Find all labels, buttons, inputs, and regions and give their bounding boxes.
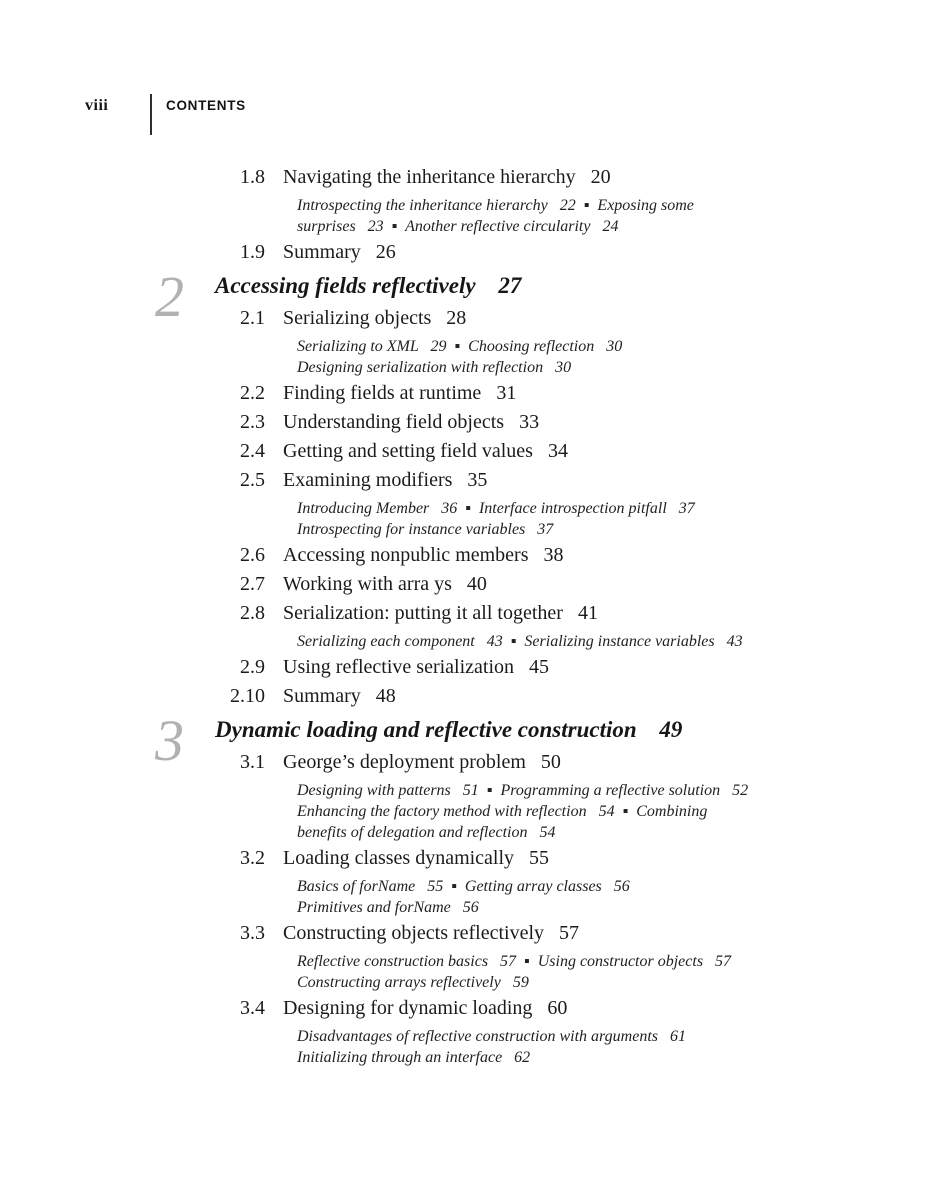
chapter-title: Dynamic loading and reflective construction: [215, 717, 637, 742]
section-title: Summary: [283, 241, 361, 263]
section-page-number: 26: [375, 241, 396, 263]
section-page-number: 31: [496, 382, 517, 404]
section-page-number: 35: [467, 469, 488, 491]
subsection-line: Enhancing the factory method with reflection 54 ▪ Combining: [297, 803, 708, 820]
section-number: 2.3: [240, 411, 265, 433]
subsection-line: Introspecting for instance variables 37: [297, 521, 554, 538]
section-number: 3.4: [240, 997, 265, 1019]
page-folio: viii: [85, 97, 109, 114]
toc-section-entry: [185, 544, 845, 566]
running-header-title: CONTENTS: [166, 98, 246, 113]
toc-section-entry: [185, 166, 845, 237]
section-row: [185, 411, 845, 433]
section-row: [185, 544, 845, 566]
section-number: 2.6: [240, 544, 265, 566]
section-number: 3.1: [240, 751, 265, 773]
toc: [155, 166, 845, 1072]
section-number: 2.7: [240, 573, 265, 595]
section-page-number: 28: [446, 307, 467, 329]
toc-section-entry: [185, 922, 845, 993]
section-row: [185, 573, 845, 595]
section-number: 3.2: [240, 847, 265, 869]
subsection-line: Initializing through an interface 62: [297, 1049, 531, 1066]
section-row: [185, 922, 845, 944]
subsection-line: Reflective construction basics 57 ▪ Using constructor objects 57: [297, 953, 732, 970]
section-number: 2.1: [240, 307, 265, 329]
section-page-number: 45: [529, 656, 550, 678]
toc-section-entry: [185, 847, 845, 918]
chapter-numeral: 3: [155, 708, 184, 773]
section-title: Understanding field objects: [283, 411, 505, 433]
toc-section-entry: [185, 469, 845, 540]
section-title: Summary: [283, 685, 361, 707]
subsection-line: Serializing to XML 29 ▪ Choosing reflection 30: [297, 338, 623, 355]
section-title: Finding fields at runtime: [283, 382, 482, 404]
section-row: [185, 382, 845, 404]
section-title: Accessing nonpublic members: [283, 544, 529, 566]
section-number: 3.3: [240, 922, 265, 944]
section-title: Navigating the inheritance hierarchy: [283, 166, 576, 188]
section-page-number: 20: [590, 166, 611, 188]
section-page-number: 60: [547, 997, 568, 1019]
section-page-number: 55: [529, 847, 550, 869]
toc-section-entry: [185, 685, 845, 707]
section-title: Working with arra ys: [283, 573, 452, 595]
section-number: 2.2: [240, 382, 265, 404]
section-number: 2.10: [230, 685, 265, 707]
subsection-line: Disadvantages of reflective construction with arguments 61: [297, 1028, 686, 1045]
subsection-block: [297, 876, 845, 918]
subsection-line: Designing with patterns 51 ▪ Programming a reflective solution 52: [297, 782, 749, 799]
subsection-block: [297, 498, 845, 540]
toc-section-entry: [185, 997, 845, 1068]
section-page-number: 33: [519, 411, 540, 433]
header-divider-rule: [150, 94, 152, 135]
subsection-block: [297, 336, 845, 378]
chapter-page-number: 27: [498, 273, 522, 298]
section-row: [185, 307, 845, 329]
subsection-block: [297, 780, 845, 843]
section-title: Designing for dynamic loading: [283, 997, 533, 1019]
subsection-block: [297, 195, 845, 237]
section-page-number: 38: [543, 544, 564, 566]
section-row: [185, 602, 845, 624]
subsection-line: benefits of delegation and reflection 54: [297, 824, 556, 841]
section-title: George’s deployment problem: [283, 751, 526, 773]
section-title: Serialization: putting it all together: [283, 602, 563, 624]
chapter-numeral: 2: [155, 264, 184, 329]
section-title: Using reflective serialization: [283, 656, 515, 678]
chapter-page-number: 49: [659, 717, 683, 742]
section-row: [185, 685, 845, 707]
section-number: 1.8: [240, 166, 265, 188]
subsection-line: Constructing arrays reflectively 59: [297, 974, 529, 991]
section-page-number: 34: [547, 440, 568, 462]
chapter-title: Accessing fields reflectively: [215, 273, 476, 298]
section-row: [185, 656, 845, 678]
toc-section-entry: [185, 241, 845, 263]
toc-section-entry: [185, 382, 845, 404]
section-row: [185, 997, 845, 1019]
toc-section-entry: [185, 602, 845, 652]
section-page-number: 48: [375, 685, 396, 707]
section-page-number: 40: [466, 573, 487, 595]
section-row: [185, 241, 845, 263]
toc-section-entry: [185, 656, 845, 678]
section-row: [185, 440, 845, 462]
toc-section-entry: [185, 411, 845, 433]
subsection-line: Primitives and forName 56: [297, 899, 479, 916]
section-number: 2.4: [240, 440, 265, 462]
section-row: [185, 847, 845, 869]
section-page-number: 41: [577, 602, 598, 624]
section-number: 2.8: [240, 602, 265, 624]
toc-section-entry: [185, 573, 845, 595]
subsection-line: surprises 23 ▪ Another reflective circularity 24: [297, 218, 619, 235]
section-title: Loading classes dynamically: [283, 847, 515, 869]
subsection-line: Introducing Member 36 ▪ Interface introspection pitfall 37: [297, 500, 695, 517]
section-title: Getting and setting field values: [283, 440, 533, 462]
toc-section-entry: [185, 440, 845, 462]
subsection-line: Serializing each component 43 ▪ Serializing instance variables 43: [297, 633, 743, 650]
toc-section-entry: [185, 307, 845, 378]
toc-section-entry: [185, 751, 845, 843]
section-number: 2.5: [240, 469, 265, 491]
section-page-number: 57: [559, 922, 580, 944]
section-number: 1.9: [240, 241, 265, 263]
subsection-line: Basics of forName 55 ▪ Getting array classes 56: [297, 878, 630, 895]
section-row: [185, 166, 845, 188]
section-number: 2.9: [240, 656, 265, 678]
section-title: Examining modifiers: [283, 469, 453, 491]
section-title: Serializing objects: [283, 307, 432, 329]
section-title: Constructing objects reflectively: [283, 922, 545, 944]
subsection-block: [297, 631, 845, 652]
subsection-block: [297, 951, 845, 993]
section-row: [185, 469, 845, 491]
section-page-number: 50: [540, 751, 561, 773]
subsection-line: Introspecting the inheritance hierarchy 22 ▪ Exposing some: [297, 197, 694, 214]
section-row: [185, 751, 845, 773]
subsection-line: Designing serialization with reflection 30: [297, 359, 572, 376]
subsection-block: [297, 1026, 845, 1068]
